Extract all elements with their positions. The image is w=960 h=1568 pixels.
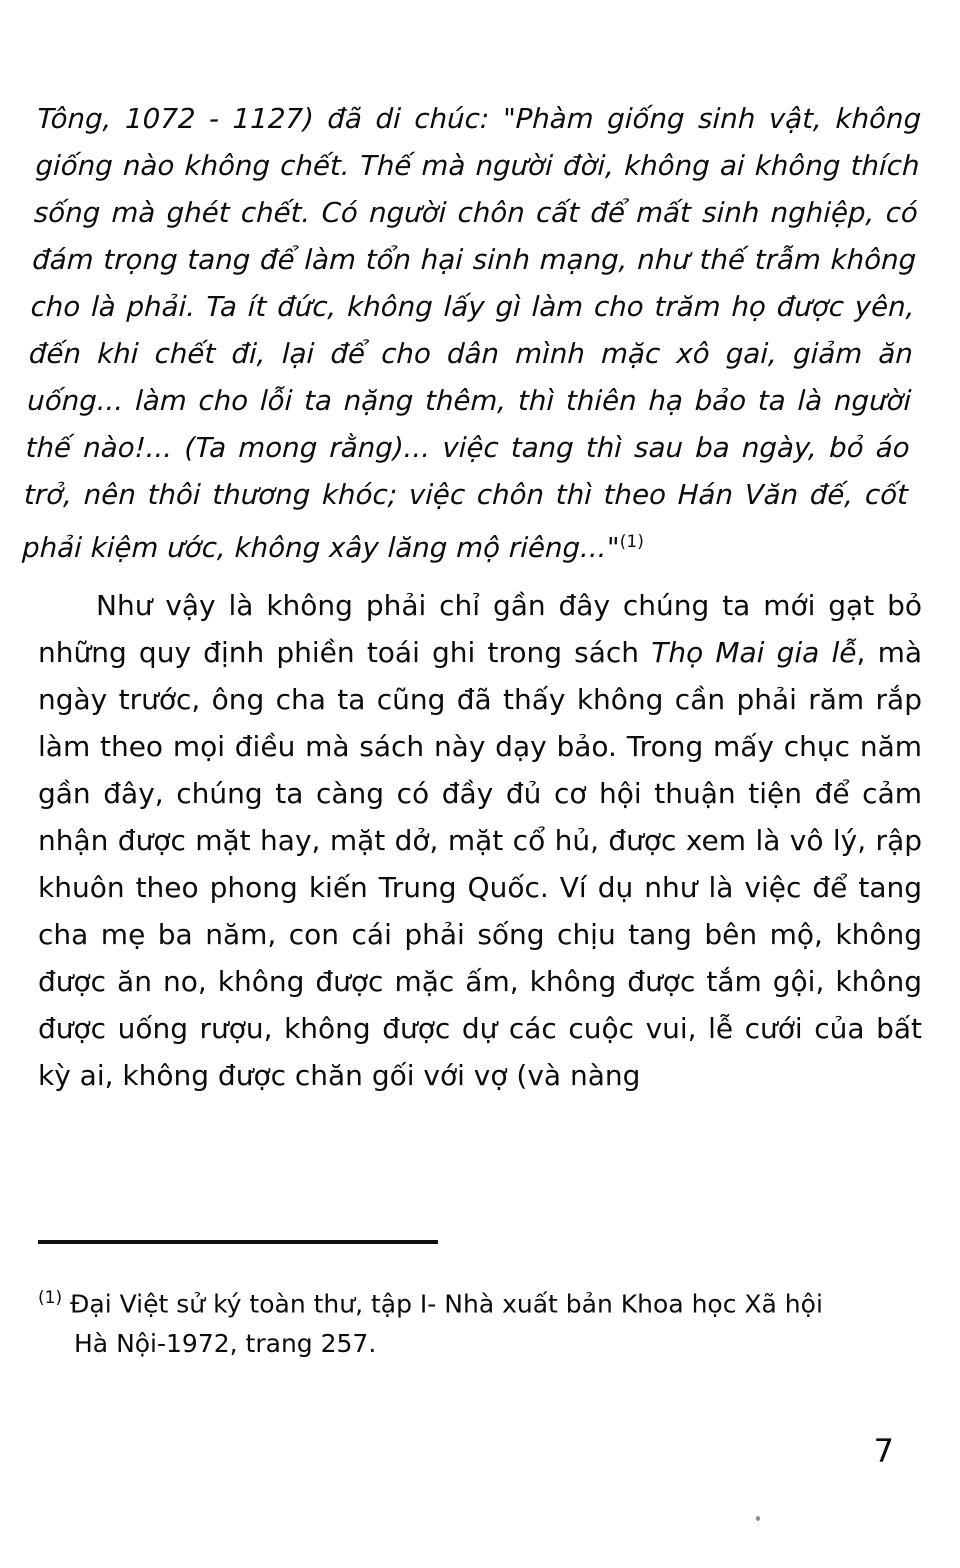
page-content — [21, 96, 922, 1099]
body-text-part-1: Như vậy là không phải chỉ gần đây chúng ta mới gạt bỏ những quy định phiền toái ghi trong sách — [38, 589, 922, 670]
scan-speck — [756, 1516, 760, 1521]
footnote-line-2: Hà Nội-1972, trang 257. — [74, 1329, 377, 1359]
footnote-divider — [38, 1240, 438, 1244]
quoted-decree-paragraph — [21, 96, 922, 572]
footnote-section — [38, 1240, 922, 1364]
footnote-marker: (1) — [38, 1288, 63, 1308]
footnote-entry — [38, 1278, 922, 1364]
page-number: 7 — [873, 1432, 894, 1470]
book-title-italic: Thọ Mai gia lễ — [651, 636, 857, 670]
main-body-paragraph — [38, 582, 922, 1099]
footnote-reference-marker: (1) — [619, 532, 645, 552]
body-text-part-2: , mà ngày trước, ông cha ta cũng đã thấy không cần phải răm rắp làm theo mọi điều mà sách này dạy bảo. Trong mấy chục năm gần đây, chúng ta càng có đầy đủ cơ hội thuận tiện để cảm nhận được mặt hay, mặt dở, mặt cổ hủ, được xem là vô lý, rập khuôn theo phong kiến Trung Quốc. Ví dụ như là việc để tang cha mẹ ba năm, con cái phải sống chịu tang bên mộ, không được ăn no, không được mặc ấm, không được tắm gội, không được uống rượu, không được dự các cuộc vui, lễ cưới của bất kỳ ai, không được chăn gối với vợ (và nàng — [38, 636, 922, 1093]
footnote-line-1: Đại Việt sử ký toàn thư, tập I- Nhà xuất bản Khoa học Xã hội — [70, 1289, 823, 1319]
quote-text: Tông, 1072 - 1127) đã di chúc: "Phàm giống sinh vật, không giống nào không chết. Thế mà người đời, không ai không thích sống mà ghét chết. Có người chôn cất để mất sinh nghiệp, có đám trọng tang để làm tổn hại sinh mạng, như thế trẫm không cho là phải. Ta ít đức, không lấy gì làm cho trăm họ được yên, đến khi chết đi, lại để cho dân mình mặc xô gai, giảm ăn uống... làm cho lỗi ta nặng thêm, thì thiên hạ bảo ta là người thế nào!... (Ta mong rằng)... việc tang thì sau ba ngày, bỏ áo trở, nên thôi thương khóc; việc chôn thì theo Hán Văn đế, cốt phải kiệm ước, không xây lăng mộ riêng..." — [21, 103, 922, 565]
